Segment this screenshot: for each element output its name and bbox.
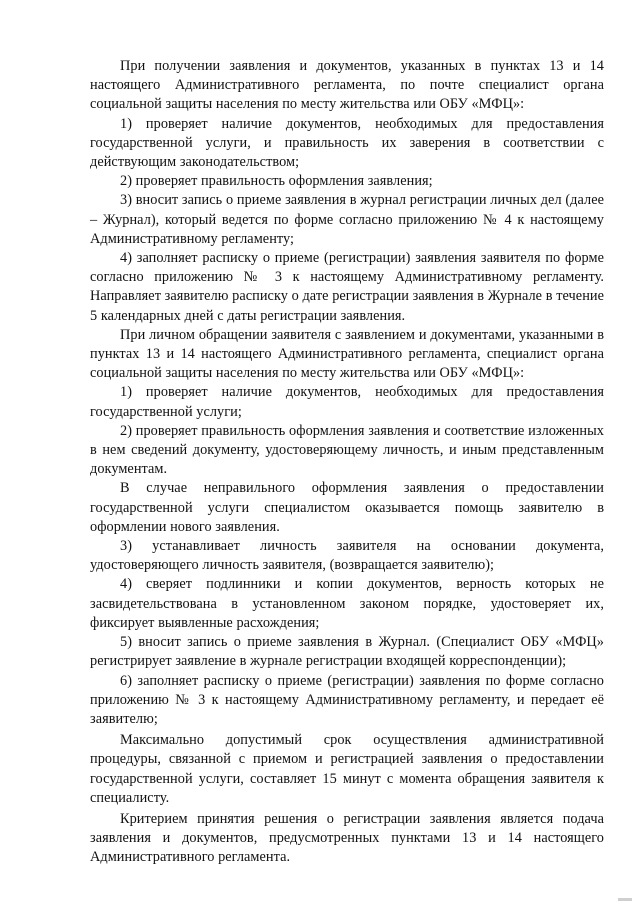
paragraph-mail-step-2: 2) проверяет правильность оформления заявления; (120, 173, 433, 190)
paragraph-personal-step-6: 6) заполняет расписку о приеме (регистрации) заявления по форме согласно приложению № 3 к настоящему Административному регламенту, и передает её заявителю; (90, 672, 604, 727)
paragraph-mail-step-1: 1) проверяет наличие документов, необходимых для предоставления государственной услуги, и правильность их заверения в соответствии с действующим законодательством; (90, 115, 604, 171)
paragraph-incorrect-form: В случае неправильного оформления заявления о предоставлении государственной услуги специалистом оказывается помощь заявителю в оформлении нового заявления. (90, 480, 604, 535)
paragraph-intro-personal: При личном обращении заявителя с заявлением и документами, указанными в пунктах 13 и 14 настоящего Административного регламента, специалист органа социальной защиты населения по месту жительства или ОБУ «МФЦ»: (90, 326, 604, 382)
paragraph-decision-criterion: Критерием принятия решения о регистрации заявления является подача заявления и документов, предусмотренных пунктами 13 и 14 настоящего Административного регламента. (90, 810, 604, 866)
paragraph-intro-mail: При получении заявления и документов, указанных в пунктах 13 и 14 настоящего Административного регламента, по почте специалист органа социальной защиты населения по месту жительства или ОБУ «МФЦ»: (90, 58, 604, 113)
paragraph-personal-step-3: 3) устанавливает личность заявителя на основании документа, удостоверяющего личность заявителя, (возвращается заявителю); (90, 538, 604, 574)
paragraph-personal-step-4: 4) сверяет подлинники и копии документов, верность которых не засвидетельствована в установленном законом порядке, удостоверяет их, фиксирует выявленные расхождения; (90, 576, 604, 631)
paragraph-max-duration: Максимально допустимый срок осуществления административной процедуры, связанной с приемом и регистрацией заявления о предоставлении государственной услуги, составляет 15 минут с момента обращения заявителя к специалисту. (90, 732, 604, 806)
scan-mark (618, 898, 632, 901)
paragraph-personal-step-1: 1) проверяет наличие документов, необходимых для предоставления государственной услуги; (90, 384, 604, 420)
paragraph-personal-step-5: 5) вносит запись о приеме заявления в Журнал. (Специалист ОБУ «МФЦ» регистрирует заявление в журнале регистрации входящей корреспонденции); (90, 634, 604, 670)
paragraph-mail-step-4: 4) заполняет расписку о приеме (регистрации) заявления заявителя по форме согласно приложению № 3 к настоящему Административному регламенту. Направляет заявителю расписку о дате регистрации заявления в Журнале в течение 5 календарных дней с даты регистрации заявления. (90, 250, 604, 324)
paragraph-personal-step-2: 2) проверяет правильность оформления заявления и соответствие изложенных в нем сведений документу, удостоверяющему личность, и иным представленным документам. (90, 422, 604, 478)
paragraph-mail-step-3: 3) вносит запись о приеме заявления в журнал регистрации личных дел (далее – Журнал), который ведется по форме согласно приложению № 4 к настоящему Административному регламенту; (90, 192, 604, 247)
